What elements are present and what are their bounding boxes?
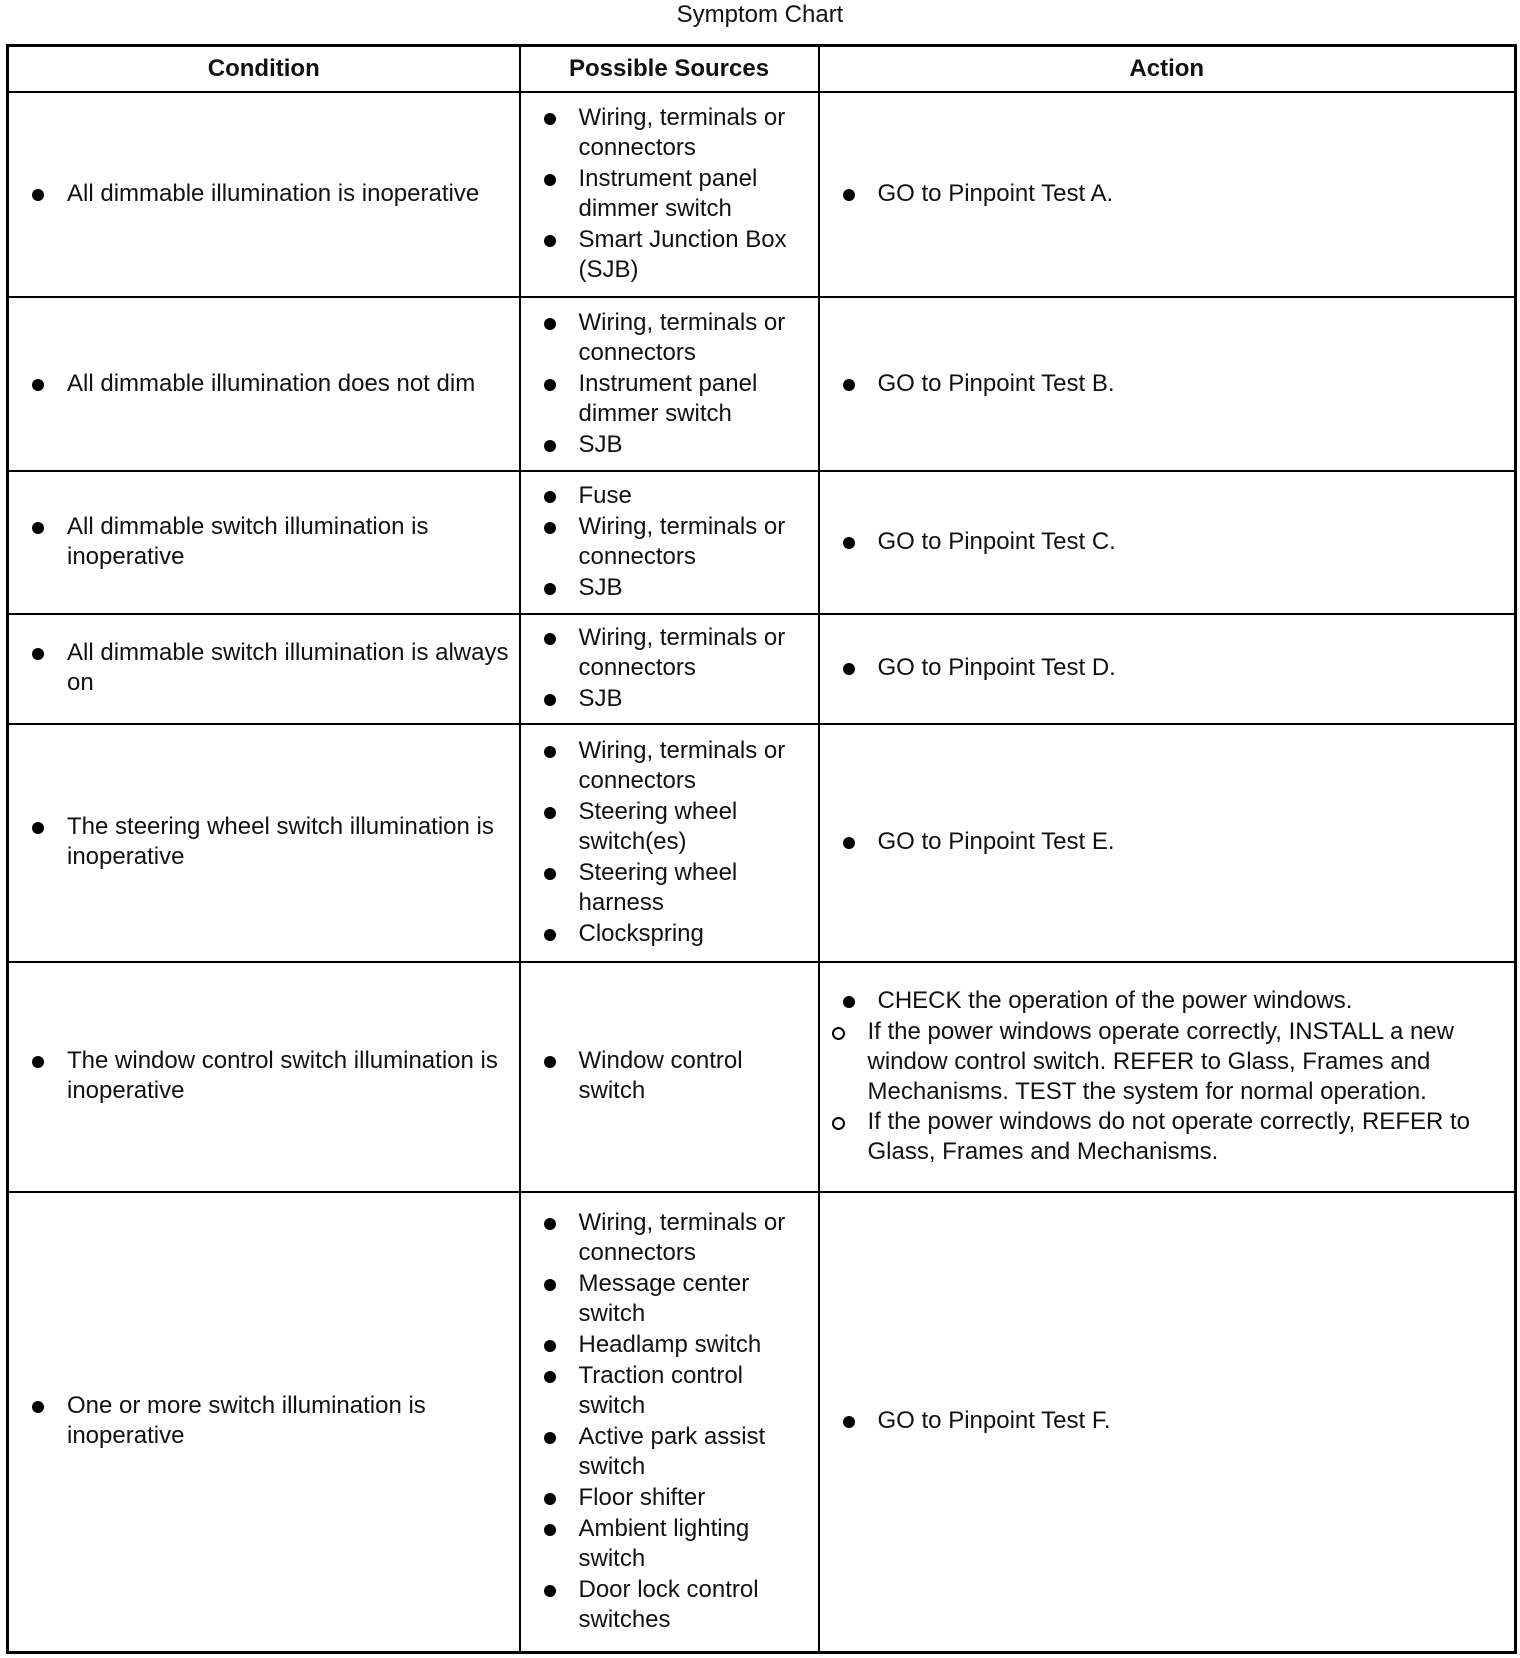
table-row [8, 614, 1516, 724]
action-text: GO to Pinpoint Test C. [877, 527, 1116, 555]
action-item [820, 1406, 1505, 1436]
condition-cell [8, 92, 520, 297]
action-item [820, 986, 1505, 1016]
condition-cell [8, 1192, 520, 1653]
chart-title: Symptom Chart [676, 1, 844, 28]
condition-cell [8, 471, 520, 614]
source-item: Instrument panel dimmer switch [521, 164, 808, 224]
possible-sources-cell [520, 724, 819, 961]
source-item: Wiring, terminals or connectors [521, 1208, 808, 1268]
condition-cell [8, 962, 520, 1192]
condition-text: The window control switch illumination is inoperative [9, 1046, 509, 1106]
source-item: Smart Junction Box (SJB) [521, 225, 808, 285]
action-cell [819, 92, 1516, 297]
header-row [8, 46, 1516, 93]
source-item: SJB [521, 573, 808, 603]
possible-sources-cell [520, 92, 819, 297]
possible-sources-cell [520, 1192, 819, 1653]
action-cell [819, 297, 1516, 471]
action-item [820, 827, 1505, 857]
condition-text: All dimmable switch illumination is always on [9, 638, 509, 698]
table-row [8, 297, 1516, 471]
condition-text: The steering wheel switch illumination is inoperative [9, 812, 509, 872]
action-cell [819, 471, 1516, 614]
source-item: Instrument panel dimmer switch [521, 369, 808, 429]
condition-cell [8, 614, 520, 724]
source-item: Steering wheel switch(es) [521, 797, 808, 857]
possible-sources-cell [520, 471, 819, 614]
action-cell [819, 1192, 1516, 1653]
source-item: Steering wheel harness [521, 858, 808, 918]
source-item: Ambient lighting switch [521, 1514, 808, 1574]
header-condition: Condition [8, 46, 520, 93]
table-row [8, 1192, 1516, 1653]
source-item: Window control switch [521, 1046, 808, 1106]
table-row [8, 962, 1516, 1192]
symptom-table [6, 44, 1517, 1654]
source-item: SJB [521, 430, 808, 460]
possible-sources-cell [520, 962, 819, 1192]
source-item: Wiring, terminals or connectors [521, 103, 808, 163]
action-text: GO to Pinpoint Test D. [877, 654, 1116, 682]
table-row [8, 471, 1516, 614]
source-item: Message center switch [521, 1269, 808, 1329]
action-sub-item: If the power windows operate correctly, INSTALL a new window control switch. REFER to Glass, Frames and Mechanisms. TEST the system for normal operation. [810, 1017, 1505, 1107]
table-row [8, 92, 1516, 297]
action-item [820, 527, 1505, 557]
source-item: Wiring, terminals or connectors [521, 736, 808, 796]
action-item [820, 653, 1505, 683]
source-item: Floor shifter [521, 1483, 808, 1513]
source-item: Headlamp switch [521, 1330, 808, 1360]
source-item: Traction control switch [521, 1361, 808, 1421]
source-item: Wiring, terminals or connectors [521, 623, 808, 683]
source-item: Active park assist switch [521, 1422, 808, 1482]
action-cell [819, 724, 1516, 961]
condition-text: All dimmable switch illumination is inoperative [9, 512, 509, 572]
action-cell [819, 614, 1516, 724]
source-item: SJB [521, 684, 808, 714]
condition-cell [8, 297, 520, 471]
action-text: GO to Pinpoint Test E. [877, 828, 1115, 856]
source-item: Clockspring [521, 919, 808, 949]
action-text: GO to Pinpoint Test A. [877, 180, 1114, 208]
action-cell [819, 962, 1516, 1192]
table-row [8, 724, 1516, 961]
possible-sources-cell [520, 297, 819, 471]
source-item: Wiring, terminals or connectors [521, 512, 808, 572]
source-item: Wiring, terminals or connectors [521, 308, 808, 368]
condition-text: All dimmable illumination does not dim [9, 369, 509, 399]
source-item: Fuse [521, 481, 808, 511]
source-item: Door lock control switches [521, 1575, 808, 1635]
possible-sources-cell [520, 614, 819, 724]
action-item [820, 179, 1505, 209]
condition-text: One or more switch illumination is inoperative [9, 1391, 509, 1451]
condition-cell [8, 724, 520, 961]
action-text: GO to Pinpoint Test B. [877, 369, 1115, 397]
condition-text: All dimmable illumination is inoperative [9, 179, 509, 209]
action-item [820, 369, 1505, 399]
header-action: Action [819, 46, 1516, 93]
action-sub-item: If the power windows do not operate correctly, REFER to Glass, Frames and Mechanisms. [810, 1107, 1505, 1167]
action-text: CHECK the operation of the power windows. [877, 987, 1353, 1015]
action-text: GO to Pinpoint Test F. [877, 1407, 1111, 1435]
header-possible-sources: Possible Sources [520, 46, 819, 93]
table-body [8, 92, 1516, 1653]
